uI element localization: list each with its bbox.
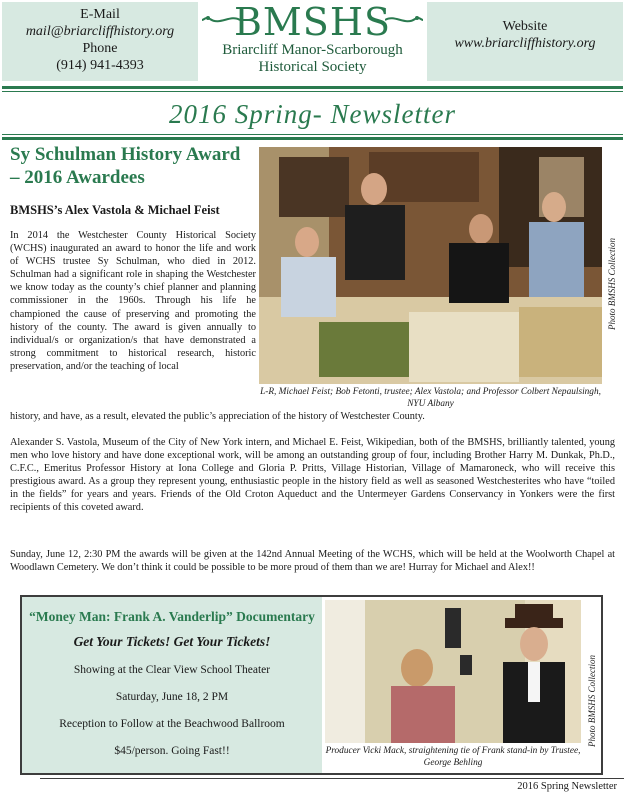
website-label: Website [502,19,548,34]
logo-line-1: Briarcliff Manor-Scarborough [222,42,403,58]
article-intro: In 2014 the Westchester County Historical Society (WCHS) inaugurated an award to honor the life and work of WCHS trustee Sy Schulman, who died in 2012. Schulman had a significant role in shaping the Westchester we know today as the county’s chief planner and planning commissioner in the 1960s. Through his life he championed the cause of preserving and promoting the history of the county. The award is given annually to individual/s or organization/s that have demonstrated a strong commitment to historical research, historic preservation, and/or the teaching of local [10,230,256,372]
article-headline: Sy Schulman History Award – 2016 Awardees [10,144,241,188]
swash-left-icon [202,14,240,26]
swash-right-icon [385,14,423,26]
newsletter-banner [0,96,625,132]
promo-date: Saturday, June 18, 2 PM [115,691,229,703]
documentary-photo-caption: Producer Vicki Mack, straightening tie of Frank stand-in by Trustee, George Behling [325,746,581,768]
article-paragraph-3: Sunday, June 12, 2:30 PM the awards will be given at the 142nd Annual Meeting of the WCHS, which will be held at the Woolworth Chapel at Woodlawn Cemetery. We don’t think it could be possible to be more proud of them than we are! Hurray for Michael and Alex!! [10,549,615,574]
email-address: mail@briarcliffhistory.org [25,24,175,39]
article-paragraph-2: Alexander S. Vastola, Museum of the City of New York intern, and Michael E. Feist, Wikipedian, both of the BMSHS, brilliantly talented, young men who love history and have done exceptional work, will be among an outstanding group of four, including Brother Harry M. Dunkak, Ph.D., C.F.C., Emeritus Professor History at Iona College and Gloria P. Pritts, Village Historian, Village of Mamaroneck, who will receive this prestigious award. As a group they represent young, enthusiastic people in the history field as well as seasoned Westchesterites who have “toiled in the fields” for years and years. Friends of the Old Croton Aqueduct and the Untermeyer Gardens Conservancy in Yonkers were the first recipients of this coveted award. [10,437,615,514]
promo-title: “Money Man: Frank A. Vanderlip” Documentary [29,609,315,624]
masthead [0,0,625,88]
logo-wordmark: BMSHS [233,0,392,44]
documentary-photo-image [325,600,581,743]
promo-venue: Showing at the Clear View School Theater [73,664,271,676]
banner-divider-thick [2,137,623,140]
documentary-photo-credit: Photo BMSHS Collection [587,655,597,747]
promo-tickets-callout: Get Your Tickets! Get Your Tickets! [73,634,271,649]
footer-divider [40,778,624,779]
banner-divider [2,134,623,135]
documentary-photo [325,600,581,743]
awardees-photo-caption: L-R, Michael Feist; Bob Fetonti, trustee; Alex Vastola; and Professor Colbert Nepaulsingh, NYU Albany [260,387,601,409]
header-divider-thin [2,91,623,92]
website-panel [427,2,623,81]
header-divider [2,86,623,89]
article-subtitle: BMSHS’s Alex Vastola & Michael Feist [10,203,220,217]
phone-number: (914) 941-4393 [56,58,144,73]
awardees-photo-credit: Photo BMSHS Collection [607,238,617,330]
logo-line-2: Historical Society [258,59,367,75]
awardees-photo-image [259,147,602,384]
newsletter-title: 2016 Spring- Newsletter [169,99,456,129]
promo-reception: Reception to Follow at the Beachwood Ballroom [59,718,285,730]
awardees-photo [259,147,602,384]
website-url: www.briarcliffhistory.org [454,36,596,51]
email-label: E-Mail [80,7,120,22]
footer-label: 2016 Spring Newsletter [517,781,617,792]
documentary-promo [20,595,603,775]
phone-label: Phone [82,41,118,56]
promo-info-panel [22,597,322,773]
article-intro-tail: history, and have, as a result, elevated the public’s appreciation of the history of Westchester County. [10,411,425,422]
promo-price: $45/person. Going Fast!! [114,745,230,757]
contact-panel [2,2,198,81]
society-logo [200,0,425,84]
